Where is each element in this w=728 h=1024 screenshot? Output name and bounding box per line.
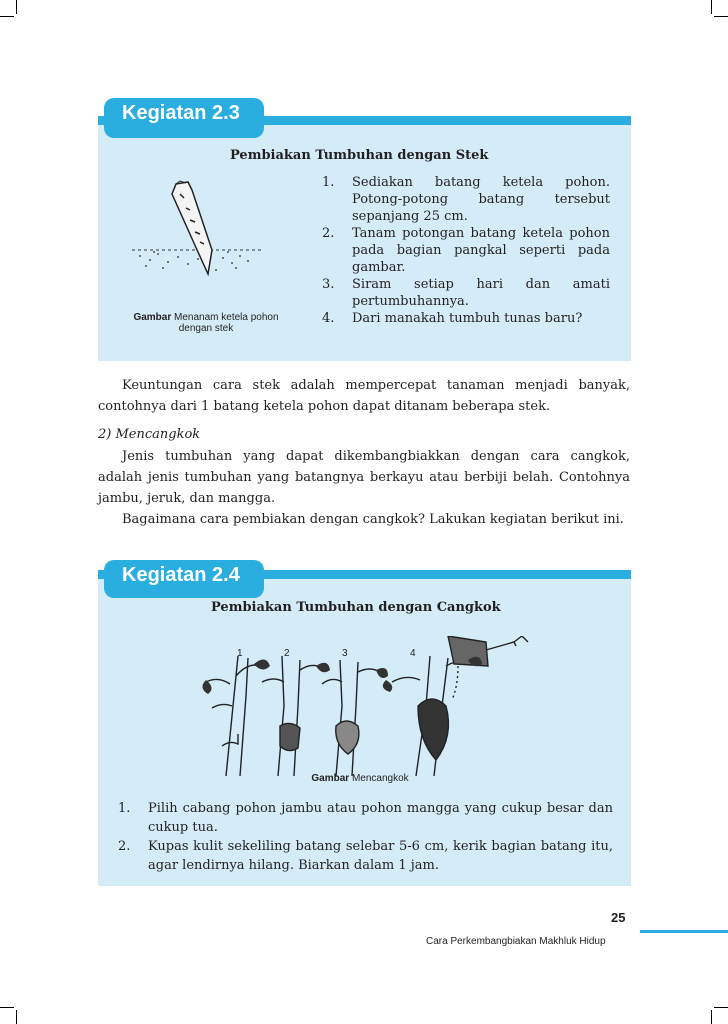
running-title: Cara Perkembangbiakan Makhluk Hidup bbox=[426, 936, 606, 947]
crop-mark-top-left-h bbox=[0, 16, 14, 17]
list-item bbox=[118, 837, 613, 875]
stem-cutting bbox=[172, 181, 212, 274]
crop-mark-top-right-h bbox=[714, 16, 728, 17]
list-item bbox=[322, 225, 610, 276]
crop-mark-bottom-right-v bbox=[711, 1010, 712, 1024]
list-number: 1. bbox=[322, 175, 335, 190]
body-paragraph: Keuntungan cara stek adalah mempercepat tanaman menjadi banyak, contohnya dari 1 batang ketela pohon dapat ditanam beberapa stek. bbox=[98, 378, 630, 414]
list-text: Kupas kulit sekeliling batang selebar 5-6 cm, kerik bagian batang itu, agar lendirnya hilang. Biarkan dalam 1 jam. bbox=[148, 839, 613, 873]
figure-number-3: 3 bbox=[342, 648, 348, 659]
list-number: 2. bbox=[322, 226, 335, 241]
crop-mark-bottom-right-h bbox=[714, 1007, 728, 1008]
figure-number-4: 4 bbox=[410, 648, 416, 659]
list-text: Pilih cabang pohon jambu atau pohon mangga yang cukup besar dan cukup tua. bbox=[148, 801, 613, 835]
body-paragraph: Jenis tumbuhan yang dapat dikembangbiakkan dengan cara cangkok, adalah jenis tumbuhan yang batangnya berkayu atau berbiji belah. Contohnya jambu, jeruk, dan mangga. bbox=[98, 449, 630, 506]
page-number: 25 bbox=[611, 910, 626, 925]
caption-label: Gambar bbox=[133, 312, 172, 323]
air-layering-illustration bbox=[196, 636, 536, 776]
list-item bbox=[322, 310, 610, 327]
activity-title: Pembiakan Tumbuhan dengan Cangkok bbox=[211, 600, 501, 615]
list-number: 4. bbox=[322, 311, 335, 326]
list-text: Tanam potongan batang ketela pohon pada bagian pangkal seperti pada gambar. bbox=[352, 226, 610, 275]
list-number: 2. bbox=[118, 839, 131, 854]
crop-mark-bottom-left-v bbox=[16, 1010, 17, 1024]
figure-caption bbox=[116, 312, 296, 334]
soil-surface bbox=[132, 250, 262, 271]
figure-number-1: 1 bbox=[237, 648, 243, 659]
activity-steps bbox=[322, 174, 610, 327]
list-text: Dari manakah tumbuh tunas baru? bbox=[352, 311, 583, 326]
figure-caption bbox=[280, 773, 440, 784]
caption-text: Menanam ketela pohon dengan stek bbox=[174, 312, 279, 334]
list-text: Sediakan batang ketela pohon. Potong-potong batang tersebut sepanjang 25 cm. bbox=[352, 175, 610, 224]
list-number: 3. bbox=[322, 277, 335, 292]
caption-label: Gambar bbox=[311, 773, 350, 784]
list-item bbox=[322, 276, 610, 310]
crop-mark-top-left-v bbox=[16, 0, 17, 14]
cassava-stem-illustration bbox=[128, 180, 268, 285]
crop-mark-bottom-left-h bbox=[0, 1007, 14, 1008]
figure-number-2: 2 bbox=[284, 648, 290, 659]
list-item bbox=[118, 799, 613, 837]
activity-steps bbox=[118, 799, 613, 875]
body-paragraph: Bagaimana cara pembiakan dengan cangkok? Lakukan kegiatan berikut ini. bbox=[122, 512, 624, 527]
activity-tab-2-3: Kegiatan 2.3 bbox=[104, 98, 264, 138]
section-heading: 2) Mencangkok bbox=[98, 427, 201, 442]
list-item bbox=[322, 174, 610, 225]
list-number: 1. bbox=[118, 801, 131, 816]
caption-text: Mencangkok bbox=[351, 773, 409, 784]
activity-tab-2-4: Kegiatan 2.4 bbox=[104, 560, 264, 598]
activity-title: Pembiakan Tumbuhan dengan Stek bbox=[230, 148, 489, 163]
crop-mark-top-right-v bbox=[711, 0, 712, 14]
list-text: Siram setiap hari dan amati pertumbuhannya. bbox=[352, 277, 610, 309]
footer-rule bbox=[640, 930, 728, 933]
